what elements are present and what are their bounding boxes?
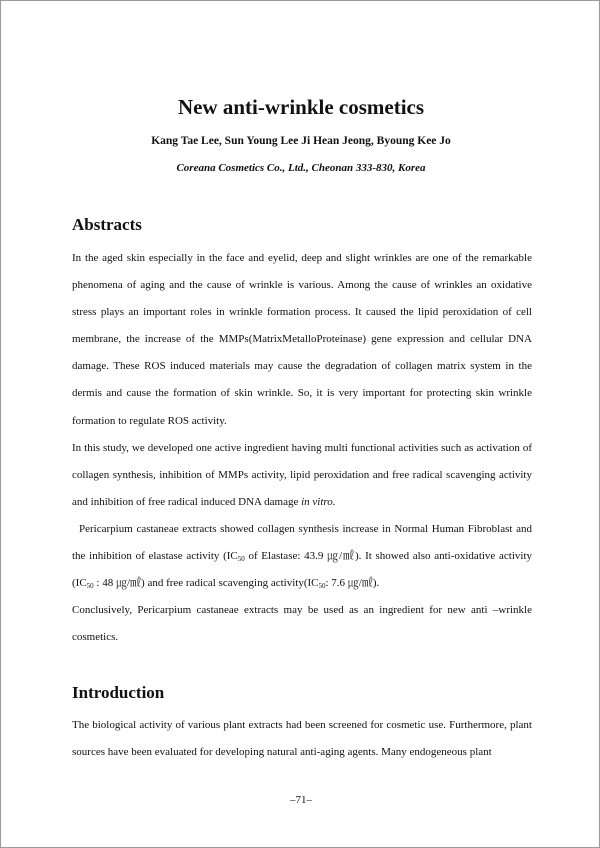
- author-list: Kang Tae Lee, Sun Young Lee Ji Hean Jeong, Byoung Kee Jo: [151, 135, 451, 147]
- paper-title: New anti-wrinkle cosmetics: [177, 95, 425, 119]
- introduction-heading: Introduction: [72, 683, 165, 702]
- p3-part-a: Pericarpium castaneae extracts showed collagen synthesis increase in Normal Human Fibroblast and the inhibition of elastase activity (IC: [72, 522, 532, 563]
- in-vitro-italic: in vitro.: [301, 495, 336, 508]
- abstract-paragraph-2: [72, 435, 532, 516]
- abstract-paragraph-1: In the aged skin especially in the face and eyelid, deep and slight wrinkles are one of the remarkable phenomena of aging and the cause of wrinkle is various. Among the cause of wrinkles an oxidative stress plays an important roles in wrinkle formation process. It caused the lipid peroxidation of cell membrane, the increase of the MMPs(MatrixMetalloProteinase) gene expression and cellular DNA damage. These ROS induced materials may cause the degradation of collagen matrix system in the dermis and cause the formation of skin wrinkle. So, it is very important for protecting skin wrinkle formation to regulate ROS activity.: [72, 252, 532, 427]
- p3-part-d: : 7.6 ㎍/㎖).: [325, 577, 380, 590]
- ic50-subscript-3: 50: [318, 582, 326, 591]
- abstract-section: [72, 245, 532, 651]
- page-number: –71–: [290, 794, 312, 806]
- ic50-subscript-1: 50: [237, 555, 245, 564]
- affiliation: Coreana Cosmetics Co., Ltd., Cheonan 333-830, Korea: [176, 162, 426, 174]
- abstract-heading: Abstracts: [72, 215, 142, 234]
- abstract-paragraph-3: [72, 516, 532, 597]
- p3-part-b: of Elastase: 43.9 ㎍/㎖). It showed also anti-oxidative activity (IC: [72, 550, 532, 590]
- abstract-paragraph-4: Conclusively, Pericarpium castaneae extracts may be used as an ingredient for new anti –wrinkle cosmetics.: [72, 604, 532, 644]
- introduction-section: [72, 712, 532, 766]
- p3-part-c: : 48 ㎍/㎖) and free radical scavenging activity(IC: [93, 577, 319, 590]
- introduction-paragraph-1: The biological activity of various plant extracts had been screened for cosmetic use. Furthermore, plant sources have been evaluated for developing natural anti-aging agents. Many endogeneous plant: [72, 719, 532, 759]
- abstract-paragraph-2-text: In this study, we developed one active ingredient having multi functional activities such as activation of collagen synthesis, inhibition of MMPs activity, lipid peroxidation and free radical scavenging activity and inhibition of free radical induced DNA damage: [72, 441, 532, 508]
- ic50-subscript-2: 50: [86, 582, 94, 591]
